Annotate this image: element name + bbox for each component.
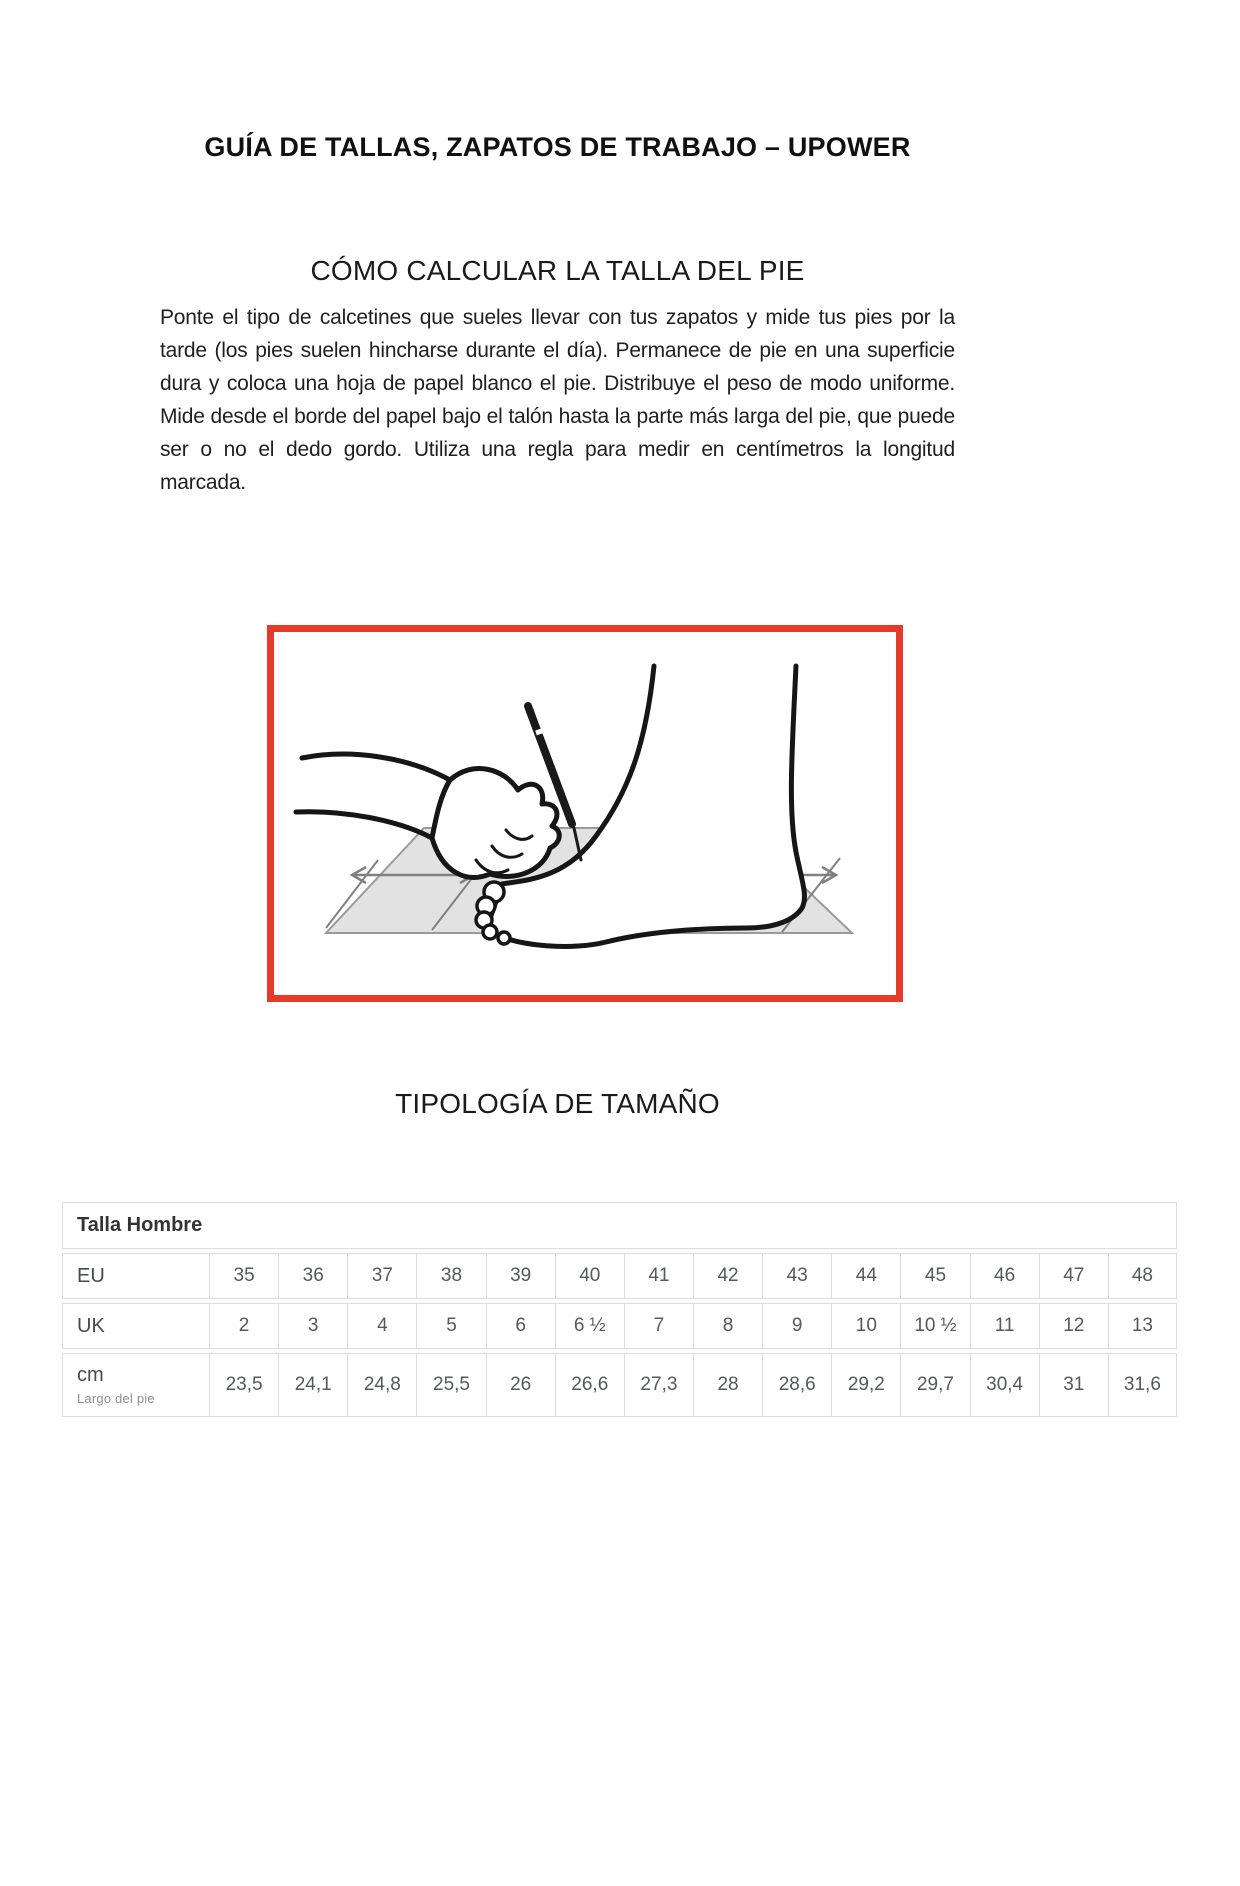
size-value-cell: 6 ½ xyxy=(555,1303,624,1349)
size-value-cell: 3 xyxy=(278,1303,347,1349)
size-value-cell: 7 xyxy=(624,1303,693,1349)
size-table-row xyxy=(62,1353,1177,1417)
page-title: GUÍA DE TALLAS, ZAPATOS DE TRABAJO – UPOWER xyxy=(204,132,911,162)
arm-bottom-line xyxy=(296,812,432,838)
size-value-cell: 10 xyxy=(831,1303,900,1349)
arm-top-line xyxy=(302,754,450,780)
size-value-cell: 39 xyxy=(486,1253,555,1299)
size-value-cell: 8 xyxy=(693,1303,762,1349)
row-label-cell: cm Largo del pie xyxy=(62,1353,209,1417)
size-value-cell: 27,3 xyxy=(624,1353,693,1417)
size-table xyxy=(62,1198,1177,1421)
size-value-cell: 28 xyxy=(693,1353,762,1417)
size-value-cell: 35 xyxy=(209,1253,278,1299)
size-value-cell: 26 xyxy=(486,1353,555,1417)
row-label-cell: UK xyxy=(62,1303,209,1349)
size-table-row xyxy=(62,1253,1177,1299)
instructions-paragraph: Ponte el tipo de calcetines que sueles llevar con tus zapatos y mide tus pies por la tarde (los pies suelen hincharse durante el día). Permanece de pie en una superficie dura y coloca una hoja de papel blanco el pie. Distribuye el peso de modo uniforme. Mide desde el borde del papel bajo el talón hasta la parte más larga del pie, que puede ser o no el dedo gordo. Utiliza una regla para medir en centímetros la longitud marcada. xyxy=(160,306,955,494)
size-value-cell: 31 xyxy=(1039,1353,1108,1417)
size-table-row xyxy=(62,1303,1177,1349)
section-heading-como-calcular: CÓMO CALCULAR LA TALLA DEL PIE xyxy=(310,255,805,286)
size-value-cell: 26,6 xyxy=(555,1353,624,1417)
size-value-cell: 36 xyxy=(278,1253,347,1299)
size-value-cell: 45 xyxy=(900,1253,969,1299)
size-value-cell: 43 xyxy=(762,1253,831,1299)
size-value-cell: 12 xyxy=(1039,1303,1108,1349)
content-column xyxy=(160,132,955,1120)
hand-outline xyxy=(432,769,559,878)
size-value-cell: 48 xyxy=(1108,1253,1177,1299)
size-value-cell: 46 xyxy=(970,1253,1039,1299)
foot-measurement-illustration xyxy=(274,632,896,995)
size-value-cell: 23,5 xyxy=(209,1353,278,1417)
size-value-cell: 37 xyxy=(347,1253,416,1299)
size-value-cell: 4 xyxy=(347,1303,416,1349)
size-table-header-cell: Talla Hombre xyxy=(62,1202,1177,1249)
size-table-header-row xyxy=(62,1202,1177,1249)
size-value-cell: 29,7 xyxy=(900,1353,969,1417)
size-table-wrap xyxy=(62,1198,1177,1421)
section-heading-tipologia: TIPOLOGÍA DE TAMAÑO xyxy=(395,1088,720,1119)
size-value-cell: 38 xyxy=(416,1253,485,1299)
size-value-cell: 44 xyxy=(831,1253,900,1299)
size-table-body xyxy=(62,1202,1177,1417)
size-value-cell: 9 xyxy=(762,1303,831,1349)
size-value-cell: 10 ½ xyxy=(900,1303,969,1349)
row-sublabel: Largo del pie xyxy=(77,1391,155,1406)
size-value-cell: 13 xyxy=(1108,1303,1177,1349)
size-value-cell: 25,5 xyxy=(416,1353,485,1417)
size-value-cell: 47 xyxy=(1039,1253,1108,1299)
size-value-cell: 42 xyxy=(693,1253,762,1299)
size-value-cell: 5 xyxy=(416,1303,485,1349)
size-value-cell: 24,1 xyxy=(278,1353,347,1417)
hand-with-pencil xyxy=(296,706,581,877)
row-label-cell: EU xyxy=(62,1253,209,1299)
size-value-cell: 29,2 xyxy=(831,1353,900,1417)
document-page xyxy=(0,132,1240,1886)
size-value-cell: 40 xyxy=(555,1253,624,1299)
size-value-cell: 28,6 xyxy=(762,1353,831,1417)
size-value-cell: 11 xyxy=(970,1303,1039,1349)
size-value-cell: 30,4 xyxy=(970,1353,1039,1417)
foot-measurement-figure xyxy=(267,625,903,1002)
size-value-cell: 41 xyxy=(624,1253,693,1299)
size-value-cell: 24,8 xyxy=(347,1353,416,1417)
size-value-cell: 6 xyxy=(486,1303,555,1349)
size-value-cell: 2 xyxy=(209,1303,278,1349)
size-value-cell: 31,6 xyxy=(1108,1353,1177,1417)
